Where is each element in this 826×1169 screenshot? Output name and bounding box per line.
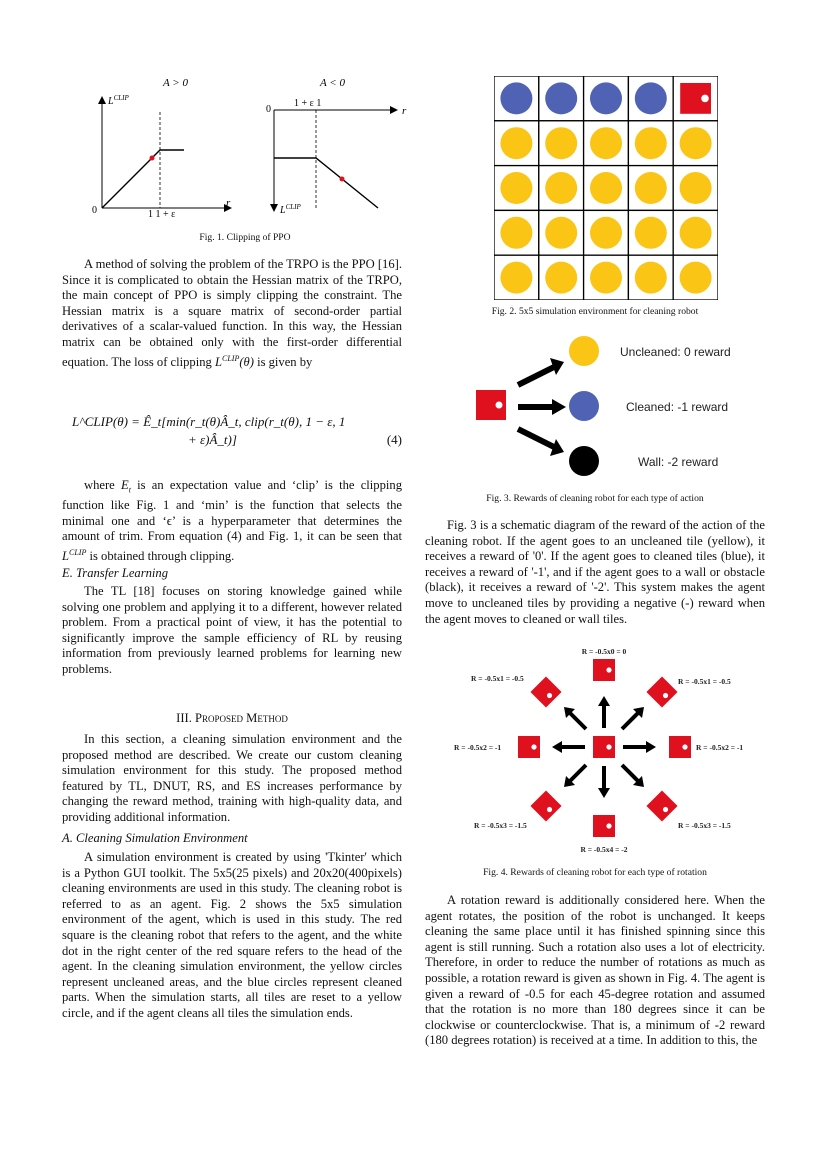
fig4-robot-top [593,659,615,681]
fig2-cleaned-tile [635,82,667,114]
fig3-action-rewards [470,330,770,480]
section-3-heading: III. Proposed Method [176,711,288,725]
fig3-uncleaned-circle [569,336,599,366]
fig4-label-left: R = -0.5x2 = -1 [454,743,502,752]
fig4-robot-top-left [530,676,561,707]
fig1-left-point [150,156,155,161]
fig2-uncleaned-tile [635,262,667,294]
left-paragraph-5: A simulation environment is created by using 'Tkinter' which is a Python GUI toolkit. The 5x5(25 pixels) and 20x20(400pixels) cleaning environments are used in this study. The cleaning robot is referred to as an agent. Fig. 2 shows the 5x5 simulation environment of the agent, which is used in this study. The red square is the cleaning robot that refers to the agent, and the white dot in the right center of the red square refers to the head of the agent. In the cleaning simulation environment, the yellow circles represent uncleaned areas, and the blue circles represent cleaned parts. When the simulation starts, all tiles are reset to a yellow circle, and if the agent cleans all tiles the simulation ends. [62,850,402,1020]
fig2-uncleaned-tile [545,172,577,204]
fig4-label-top-right: R = -0.5x1 = -0.5 [678,677,731,686]
fig1-right-ticks: 1 + ε 1 [294,98,322,109]
fig1-right-point [340,177,345,182]
fig2-uncleaned-tile [635,217,667,249]
fig4-rotation-rewards [440,642,760,857]
fig2-cleaned-tile [500,82,532,114]
fig1-left-ylabel: $L^{CLIP}$ [108,94,129,107]
fig4-label-right: R = -0.5x2 = -1 [696,743,744,752]
fig4-label-bottom-left: R = -0.5x3 = -1.5 [474,821,527,830]
fig2-caption: Fig. 2. 5x5 simulation environment for cleaning robot [491,306,699,317]
fig4-caption: Fig. 4. Rewards of cleaning robot for each type of rotation [483,867,707,878]
fig4-label-bottom-right: R = -0.5x3 = -1.5 [678,821,731,830]
fig1-right-title: A < 0 [320,77,345,89]
fig2-uncleaned-tile [500,262,532,294]
fig2-cleaned-tile [545,82,577,114]
fig2-uncleaned-tile [635,127,667,159]
fig3-arrow-right [518,399,566,415]
fig4-robot-bottom-right [646,790,677,821]
fig2-robot-head [701,95,709,103]
fig4-label-top: R = -0.5x0 = 0 [581,647,627,656]
fig4-center-robot [593,736,615,758]
left-paragraph-1: A method of solving the problem of the TRPO is the PPO [16]. Since it is complicated to obtain the Hessian matrix of the TRPO, the main concept of PPO is simply clipping the constraint. The Hessian matrix is a square matrix of second-order partial derivatives of a scalar-valued function. In this way, the Hessian matrix can be obtained only with the first-order differential equation. The loss of clipping $L^{CLIP}(\theta)$ is given by [62,257,402,369]
fig2-uncleaned-tile [635,172,667,204]
fig4-robot-bottom-left [530,790,561,821]
fig1-left-xlabel: r [226,197,231,209]
section-e-heading: E. Transfer Learning [62,566,169,580]
fig1-left-title: A > 0 [163,77,188,89]
fig3-label-wall: Wall: -2 reward [638,455,719,469]
fig1-left-ticks: 1 1 + ε [148,209,176,220]
fig2-uncleaned-tile [590,172,622,204]
section-a-heading: A. Cleaning Simulation Environment [62,831,248,845]
fig2-uncleaned-tile [590,127,622,159]
left-paragraph-4: In this section, a cleaning simulation environment and the proposed method are described. We create our custom cleaning simulation environment for this study. The proposed method featured by TL, DNUT, RS, and ES increases performance by changing the reward method, training with high-quality data, and providing additional information. [62,732,402,824]
equation-number: (4) [386,432,402,447]
fig2-uncleaned-tile [680,262,712,294]
fig2-uncleaned-tile [500,127,532,159]
fig2-uncleaned-tile [545,217,577,249]
fig1-right-ylabel: $L^{CLIP}$ [280,203,301,216]
fig4-label-bottom: R = -0.5x4 = -2 [580,845,628,854]
fig3-arrow-up [518,358,564,385]
fig2-uncleaned-tile [680,127,712,159]
left-paragraph-3: The TL [18] focuses on storing knowledge gained while solving one problem and applying it to a different, however related problem. From a practical point of view, it has the potential to significantly improve the sample efficiency of RL by reusing information from previously learned problems for learning new problems. [62,584,402,676]
fig2-uncleaned-tile [680,172,712,204]
fig1-clipping-plots [88,70,418,230]
fig3-cleaned-circle [569,391,599,421]
fig2-uncleaned-tile [500,217,532,249]
right-paragraph-1: Fig. 3 is a schematic diagram of the reward of the action of the cleaning robot. If the agent goes to an uncleaned tile (yellow), it receives a reward of '0'. If the agent goes to cleaned tiles (blue), it receives a reward of '-1', and if the agent goes to a wall or obstacle (black), it receives a reward of '-2'. This system makes the agent move to uncleaned tiles by providing a negative (-) reward when the agent moves to cleaned or wall tiles. [425,518,765,626]
right-paragraph-2: A rotation reward is additionally considered here. When the agent rotates, the position of the robot is unchanged. It keeps cleaning the same place until it has finished spinning since this agent is still running. Such a rotation also uses a lot of electricity. Therefore, in order to reduce the number of rotations as much as possible, a rotation reward is given as shown in Fig. 4. The agent is given a reward of -0.5 for each 45-degree rotation and assumed that the rotation is no more than 180 degrees since it can be clockwise or counterclockwise. That is, a minimum of -2 reward (180 degrees rotation) is received at a time. In addition to this, the [425,893,765,1048]
fig3-label-cleaned: Cleaned: -1 reward [626,400,729,414]
equation-line-2: + ε)Â_t)] [188,432,237,447]
fig4-robot-right [669,736,691,758]
equation-line-1: L^CLIP(θ) = Ê_t[min(r_t(θ)Â_t, clip(r_t(θ), 1 − ε, 1 [72,414,346,429]
fig1-right-zero: 0 [266,104,271,115]
fig2-cleaned-tile [590,82,622,114]
fig3-arrow-down [518,429,564,456]
fig4-robot-left [518,736,540,758]
fig2-grid [494,76,718,300]
fig3-label-uncleaned: Uncleaned: 0 reward [620,345,731,359]
left-paragraph-2: where $E_t$ is an expectation value and ‘clip’ is the clipping function like Fig. 1 and ‘min’ is the function that selects the minimal one and ‘ϵ’ is a hyperparameter that determines the amount of trim. From equation (4) and Fig. 1, it can be seen that $L^{CLIP}$ is obtained through clipping. [62,478,402,564]
fig2-uncleaned-tile [590,217,622,249]
fig3-wall-circle [569,446,599,476]
equation-4 [72,413,402,449]
fig4-robot-bottom [593,815,615,837]
fig2-uncleaned-tile [680,217,712,249]
fig3-caption: Fig. 3. Rewards of cleaning robot for each type of action [486,493,704,504]
fig2-uncleaned-tile [545,262,577,294]
fig1-right-xlabel: r [402,105,407,117]
fig1-caption: Fig. 1. Clipping of PPO [199,232,291,243]
fig2-uncleaned-tile [590,262,622,294]
fig2-uncleaned-tile [500,172,532,204]
fig4-label-top-left: R = -0.5x1 = -0.5 [471,674,524,683]
fig1-left-zero: 0 [92,205,97,216]
fig4-robot-top-right [646,676,677,707]
fig3-robot-head [496,402,503,409]
fig2-uncleaned-tile [545,127,577,159]
